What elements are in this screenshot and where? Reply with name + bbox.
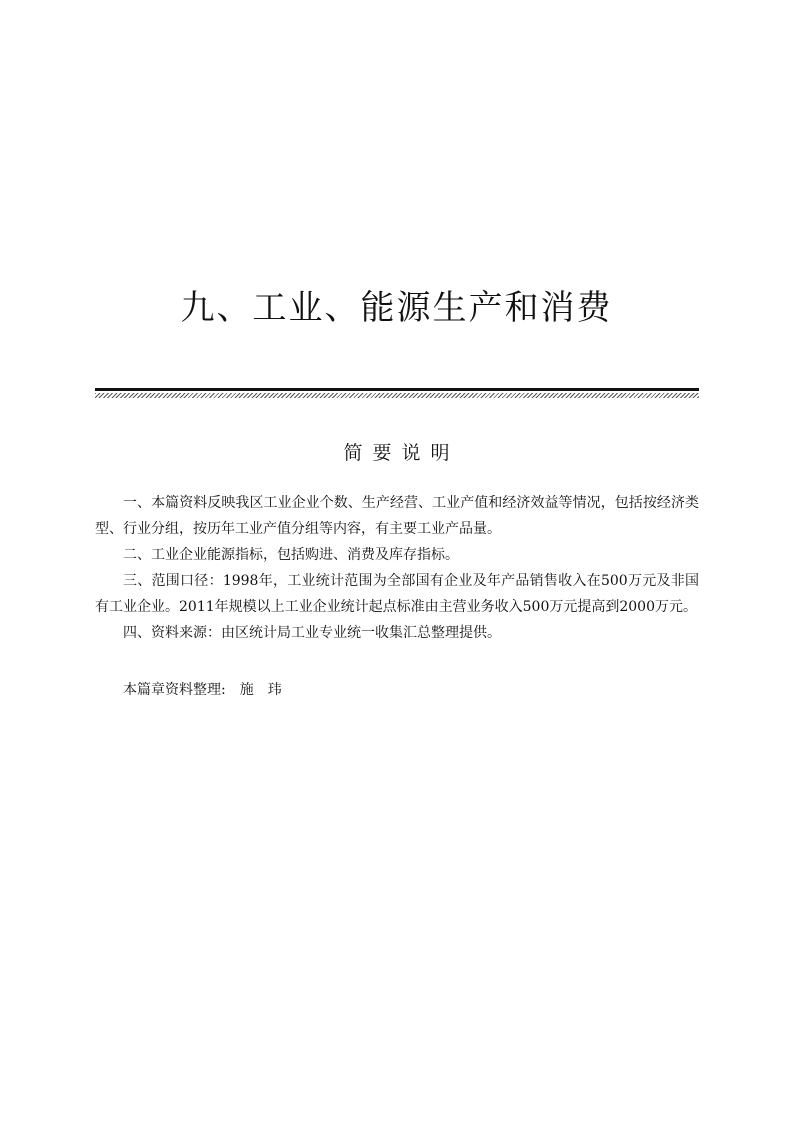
compiler-credit xyxy=(123,678,282,702)
chapter-title: 九、工业、能源生产和消费 xyxy=(180,288,613,328)
title-divider-hatch xyxy=(95,393,699,398)
note-paragraph-1: 一、本篇资料反映我区工业企业个数、生产经营、工业产值和经济效益等情况，包括按经济类型、行业分组，按历年工业产值分组等内容，有主要工业产品量。 xyxy=(95,495,699,537)
note-paragraph-3: 三、范围口径：1998年，工业统计范围为全部国有企业及年产品销售收入在500万元及非国有工业企业。2011年规模以上工业企业统计起点标准由主营业务收入500万元提高到2000万元。 xyxy=(95,573,699,615)
compiler-label: 本篇章资料整理: xyxy=(123,682,226,698)
section-heading: 简要说明 xyxy=(343,442,460,464)
notes-body xyxy=(95,490,699,646)
note-paragraph-4: 四、资料来源：由区统计局工业专业统一收集汇总整理提供。 xyxy=(123,625,501,641)
compiler-name: 施 玮 xyxy=(239,682,282,698)
title-divider-line xyxy=(95,388,699,391)
note-paragraph-2: 二、工业企业能源指标，包括购进、消费及库存指标。 xyxy=(123,547,459,563)
